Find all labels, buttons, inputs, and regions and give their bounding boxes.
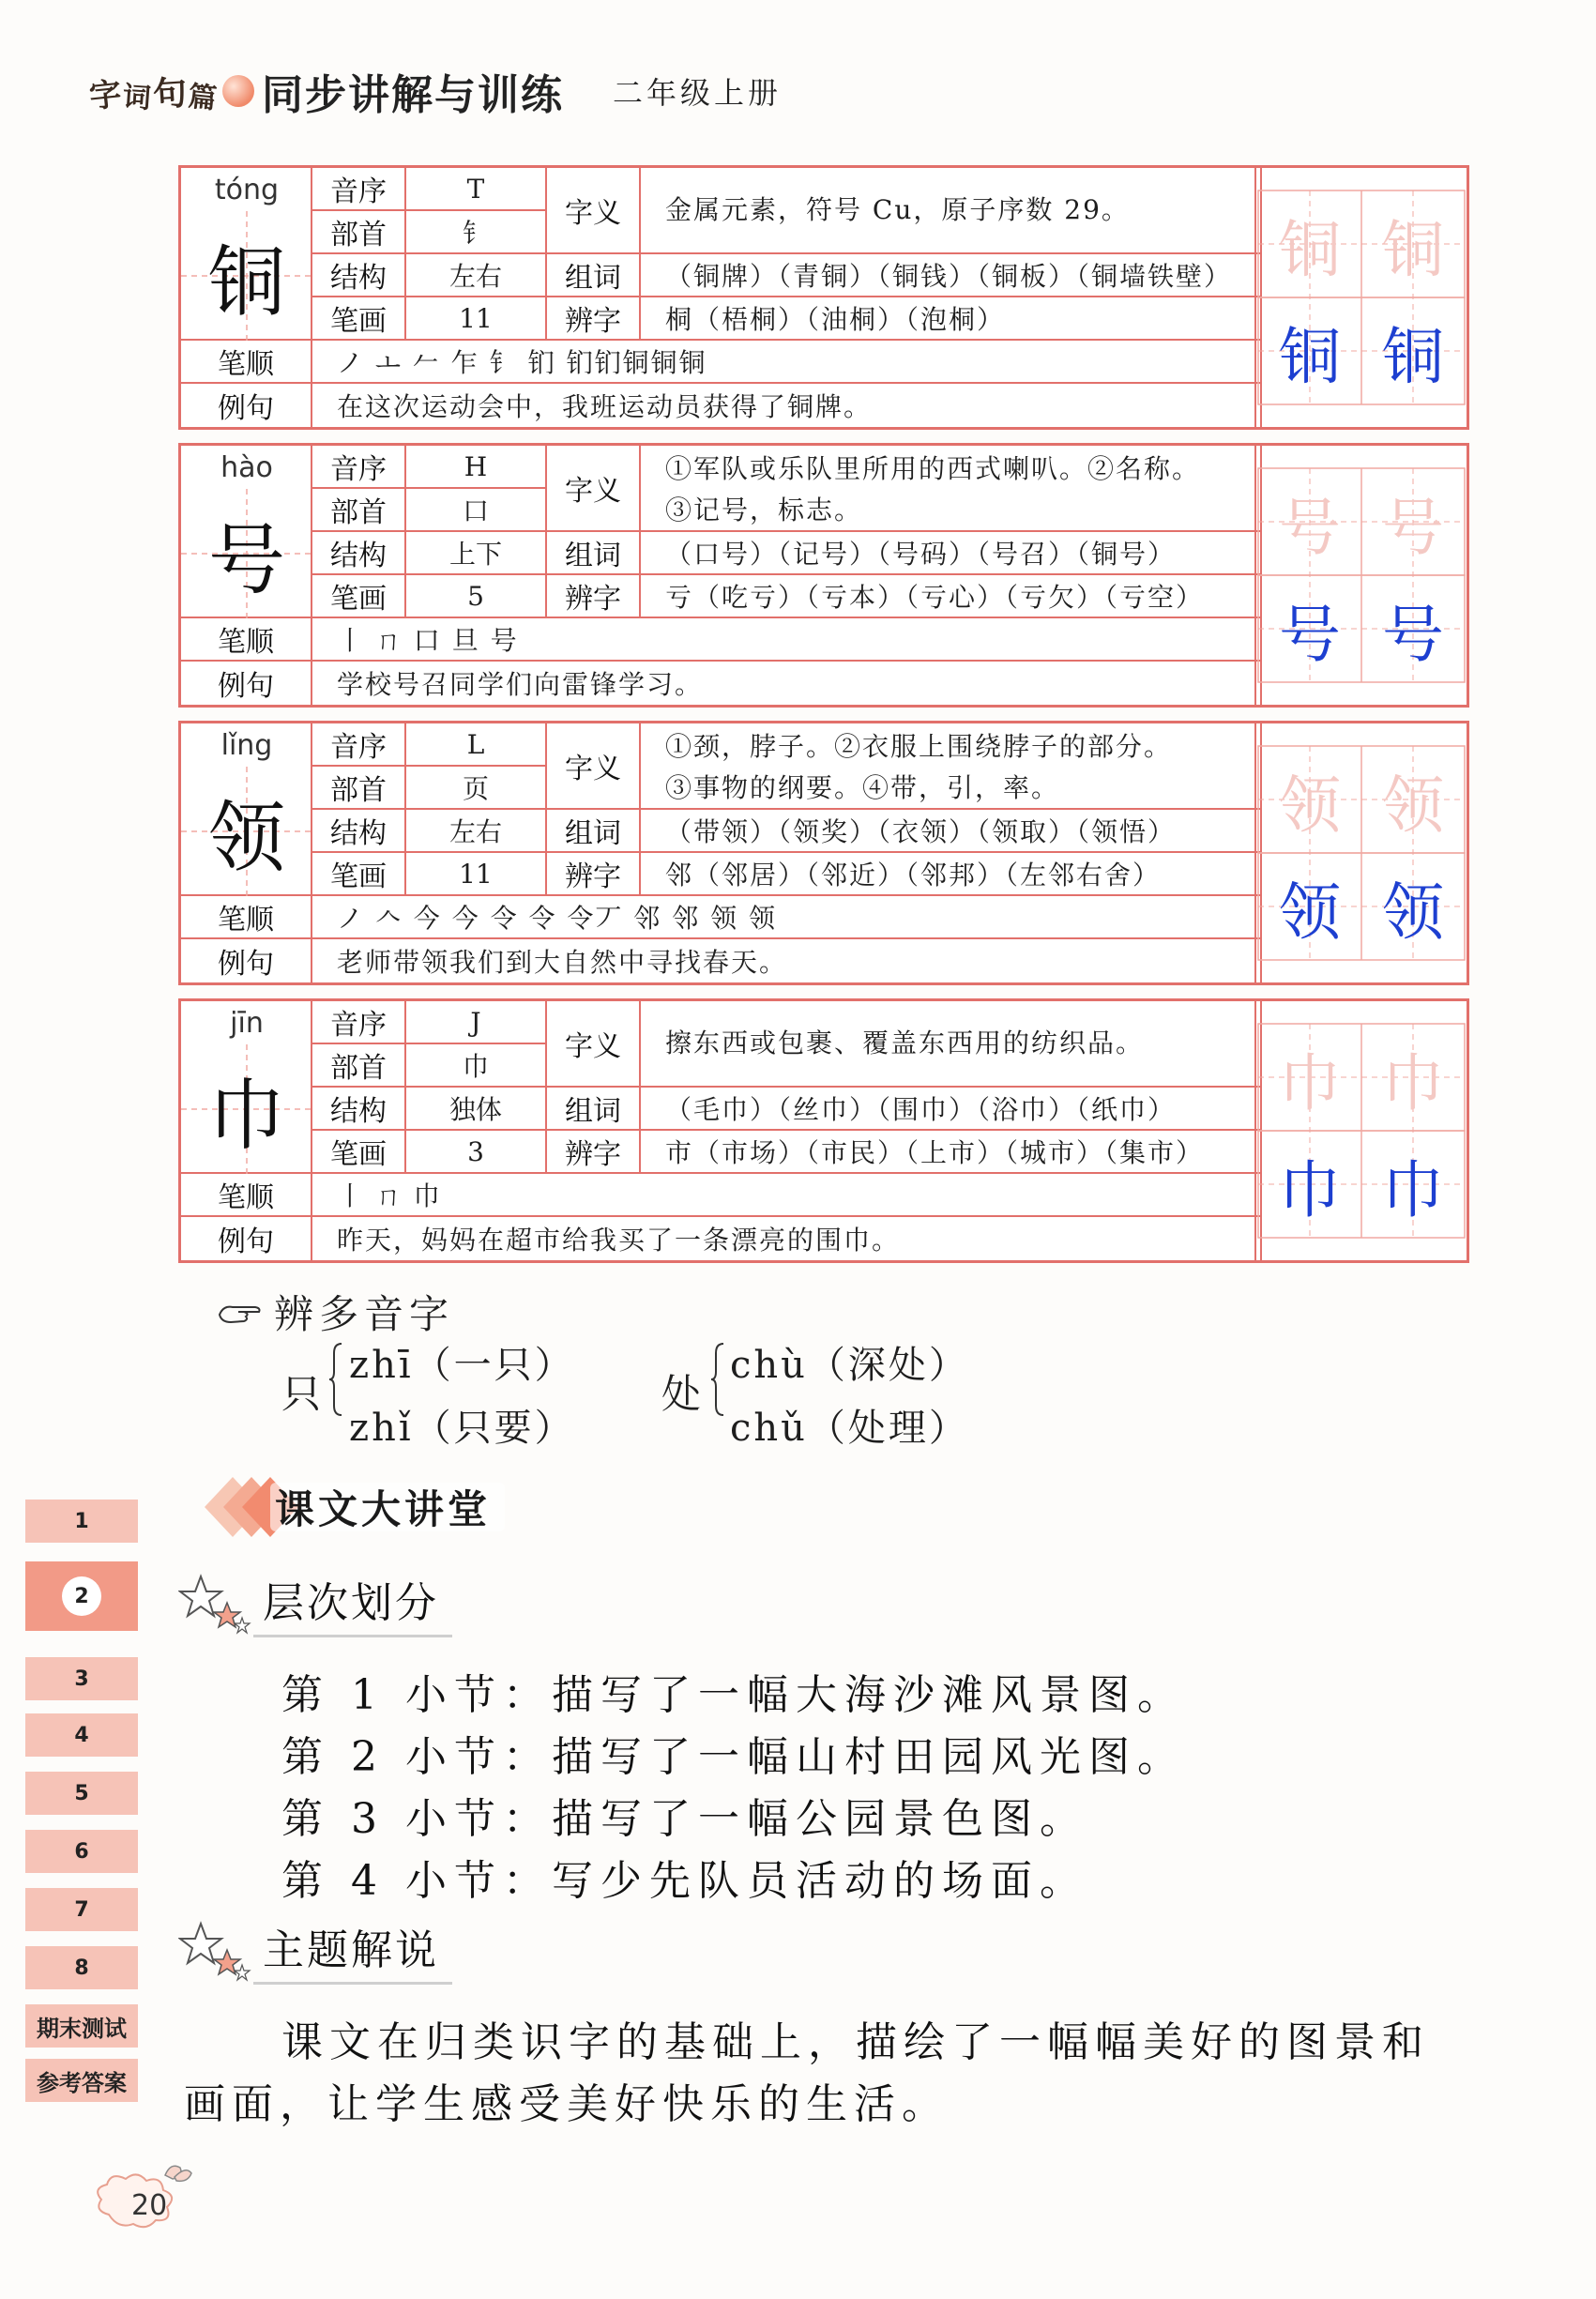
value-words: （带领）（领奖）（衣领）（领取）（领悟） bbox=[641, 810, 1262, 853]
label-structure: 结构 bbox=[312, 532, 406, 575]
char-info-grid bbox=[181, 723, 1262, 982]
value-radical: 页 bbox=[406, 767, 547, 810]
char-card-号 bbox=[178, 443, 1469, 708]
polyphone-heading bbox=[218, 1284, 454, 1340]
label-radical: 部首 bbox=[312, 1044, 406, 1088]
char-pinyin: jīn bbox=[230, 1006, 264, 1040]
char-card-巾 bbox=[178, 998, 1469, 1263]
label-strokes: 笔画 bbox=[312, 853, 406, 896]
decorative-dot-icon bbox=[222, 75, 254, 107]
label-example: 例句 bbox=[181, 662, 312, 705]
char-info-grid bbox=[181, 446, 1262, 705]
series-tag-char: 词 bbox=[121, 80, 152, 115]
label-sound-order: 音序 bbox=[312, 1001, 406, 1044]
chapter-tab-label: 期末测试 bbox=[37, 2015, 127, 2042]
value-structure: 左右 bbox=[406, 810, 547, 853]
model-char: 铜 bbox=[1382, 320, 1444, 393]
series-tag-char: 篇 bbox=[186, 80, 219, 115]
label-words: 组词 bbox=[547, 810, 641, 853]
value-stroke-order: 丨 ㄇ 口 旦 号 bbox=[312, 618, 1262, 662]
trace-char: 号 bbox=[1279, 491, 1341, 564]
value-structure: 独体 bbox=[406, 1088, 547, 1131]
char-card-铜 bbox=[178, 165, 1469, 430]
meaning-line: 金属元素，符号 Cu，原子序数 29。 bbox=[665, 194, 1130, 225]
chapter-tab-1[interactable] bbox=[25, 1500, 138, 1543]
series-tag-char: 字 bbox=[87, 74, 124, 116]
model-char: 巾 bbox=[1279, 1153, 1341, 1226]
label-sound-order: 音序 bbox=[312, 168, 406, 211]
page-number: 20 bbox=[131, 2189, 168, 2222]
char-pinyin: tóng bbox=[214, 173, 280, 206]
char-glyph: 巾 bbox=[207, 1071, 285, 1161]
chapter-tab-参考答案[interactable] bbox=[25, 2059, 138, 2102]
model-char: 号 bbox=[1382, 598, 1444, 671]
level-line: 第 3 小节：描写了一幅公园景色图。 bbox=[281, 1795, 1088, 1843]
trace-char: 铜 bbox=[1382, 213, 1444, 286]
label-sound-order: 音序 bbox=[312, 723, 406, 767]
brace-icon bbox=[710, 1342, 725, 1417]
polyphone-char: 处 bbox=[661, 1371, 702, 1417]
trace-char: 领 bbox=[1279, 769, 1341, 842]
meaning-line: ③事物的纲要。④带，引，率。 bbox=[665, 772, 1060, 803]
value-words: （毛巾）（丝巾）（围巾）（浴巾）（纸巾） bbox=[641, 1088, 1262, 1131]
polyphone-reading: zhǐ（只要） bbox=[349, 1407, 575, 1450]
char-info-grid bbox=[181, 168, 1262, 427]
label-radical: 部首 bbox=[312, 211, 406, 254]
value-sound-order: T bbox=[406, 168, 547, 211]
char-card-领 bbox=[178, 721, 1469, 985]
chapter-tab-2[interactable] bbox=[25, 1561, 138, 1631]
chapter-tab-7[interactable] bbox=[25, 1888, 138, 1931]
label-example: 例句 bbox=[181, 384, 312, 427]
chapter-tab-8[interactable] bbox=[25, 1946, 138, 1989]
chapter-tab-label: 8 bbox=[74, 1956, 89, 1980]
label-words: 组词 bbox=[547, 532, 641, 575]
chapter-tab-label: 6 bbox=[74, 1839, 89, 1864]
polyphone-char: 只 bbox=[281, 1371, 322, 1417]
model-char: 领 bbox=[1382, 875, 1444, 949]
model-char: 巾 bbox=[1382, 1153, 1444, 1226]
section-banner bbox=[176, 1471, 514, 1543]
theme-heading bbox=[178, 1916, 452, 1985]
chapter-tab-4[interactable] bbox=[25, 1713, 138, 1757]
value-stroke-order: ノ ㅗ 𠂉 乍 钅 钔 钔钔铜铜铜 bbox=[312, 341, 1262, 384]
value-distinguish: 邻（邻居）（邻近）（邻邦）（左邻右舍） bbox=[641, 853, 1262, 896]
value-meaning bbox=[641, 1001, 1262, 1088]
label-stroke-order: 笔顺 bbox=[181, 618, 312, 662]
value-sound-order: H bbox=[406, 446, 547, 489]
label-stroke-order: 笔顺 bbox=[181, 341, 312, 384]
brace-icon bbox=[328, 1342, 343, 1417]
label-words: 组词 bbox=[547, 1088, 641, 1131]
meaning-line: ①颈，脖子。②衣服上围绕脖子的部分。 bbox=[665, 731, 1173, 762]
label-distinguish: 辨字 bbox=[547, 1131, 641, 1174]
value-strokes: 11 bbox=[406, 853, 547, 896]
label-distinguish: 辨字 bbox=[547, 575, 641, 618]
char-glyph: 领 bbox=[207, 793, 285, 883]
level-line: 第 2 小节：描写了一幅山村田园风光图。 bbox=[281, 1733, 1186, 1781]
label-strokes: 笔画 bbox=[312, 1131, 406, 1174]
chapter-tab-label: 5 bbox=[74, 1781, 89, 1805]
meaning-line: ③记号，标志。 bbox=[665, 495, 863, 525]
value-stroke-order: ノ 𠆢 今 今 令 令 令丆 邻 邻 领 领 bbox=[312, 896, 1262, 939]
label-distinguish: 辨字 bbox=[547, 297, 641, 341]
chapter-tab-label: 4 bbox=[74, 1723, 89, 1747]
label-stroke-order: 笔顺 bbox=[181, 896, 312, 939]
model-char: 领 bbox=[1279, 875, 1341, 949]
value-example: 老师带领我们到大自然中寻找春天。 bbox=[312, 939, 1262, 982]
trace-char: 领 bbox=[1382, 769, 1444, 842]
label-radical: 部首 bbox=[312, 767, 406, 810]
polyphone-title: 辨多音字 bbox=[274, 1291, 455, 1337]
writing-practice-grid bbox=[1254, 1001, 1467, 1260]
label-example: 例句 bbox=[181, 1217, 312, 1260]
polyphone-reading: chǔ（处理） bbox=[730, 1407, 969, 1450]
page-header bbox=[89, 58, 782, 124]
value-radical: 巾 bbox=[406, 1044, 547, 1088]
meaning-line: 擦东西或包裹、覆盖东西用的纺织品。 bbox=[665, 1028, 1145, 1058]
label-radical: 部首 bbox=[312, 489, 406, 532]
polyphone-reading: chù（深处） bbox=[730, 1344, 969, 1387]
value-distinguish: 亏（吃亏）（亏本）（亏心）（亏欠）（亏空） bbox=[641, 575, 1262, 618]
theme-text: 课文在归类识字的基础上，描绘了一幅幅美好的图景和 bbox=[281, 2018, 1430, 2066]
value-meaning bbox=[641, 723, 1262, 810]
value-strokes: 11 bbox=[406, 297, 547, 341]
writing-practice-grid bbox=[1254, 446, 1467, 705]
label-example: 例句 bbox=[181, 939, 312, 982]
value-strokes: 5 bbox=[406, 575, 547, 618]
label-strokes: 笔画 bbox=[312, 575, 406, 618]
pointing-hand-icon bbox=[218, 1298, 265, 1326]
chapter-tab-label: 1 bbox=[74, 1509, 89, 1533]
trace-char: 巾 bbox=[1279, 1046, 1341, 1119]
char-pinyin: lǐng bbox=[220, 728, 273, 762]
value-distinguish: 桐（梧桐）（油桐）（泡桐） bbox=[641, 297, 1262, 341]
value-sound-order: L bbox=[406, 723, 547, 767]
value-stroke-order: 丨 ㄇ 巾 bbox=[312, 1174, 1262, 1217]
writing-practice-grid bbox=[1254, 723, 1467, 982]
stars-icon bbox=[178, 1571, 253, 1637]
char-glyph: 铜 bbox=[207, 237, 285, 327]
char-glyph: 号 bbox=[207, 515, 285, 605]
section-banner-title: 课文大讲堂 bbox=[275, 1486, 492, 1532]
chapter-tab-label: 7 bbox=[74, 1897, 89, 1922]
label-words: 组词 bbox=[547, 254, 641, 297]
chapter-tab-3[interactable] bbox=[25, 1657, 138, 1700]
value-meaning bbox=[641, 446, 1262, 532]
char-pinyin: hào bbox=[220, 450, 273, 484]
value-example: 昨天，妈妈在超市给我买了一条漂亮的围巾。 bbox=[312, 1217, 1262, 1260]
trace-char: 铜 bbox=[1279, 213, 1341, 286]
series-tag bbox=[89, 68, 217, 115]
level-line: 第 4 小节：写少先队员活动的场面。 bbox=[281, 1857, 1088, 1905]
polyphone-reading: zhī（一只） bbox=[349, 1344, 575, 1387]
chapter-tab-期末测试[interactable] bbox=[25, 2004, 138, 2048]
label-structure: 结构 bbox=[312, 1088, 406, 1131]
char-info-grid bbox=[181, 1001, 1262, 1260]
value-words: （口号）（记号）（号码）（号召）（铜号） bbox=[641, 532, 1262, 575]
value-radical: 钅 bbox=[406, 211, 547, 254]
model-char: 铜 bbox=[1279, 320, 1341, 393]
levels-heading bbox=[178, 1569, 452, 1637]
value-radical: 口 bbox=[406, 489, 547, 532]
label-meaning: 字义 bbox=[547, 446, 641, 532]
chapter-tab-6[interactable] bbox=[25, 1830, 138, 1873]
book-grade: 二年级上册 bbox=[613, 75, 783, 111]
stars-icon bbox=[178, 1918, 253, 1984]
writing-practice-grid bbox=[1254, 168, 1467, 427]
label-distinguish: 辨字 bbox=[547, 853, 641, 896]
level-line: 第 1 小节：描写了一幅大海沙滩风景图。 bbox=[281, 1671, 1186, 1719]
value-structure: 左右 bbox=[406, 254, 547, 297]
value-distinguish: 市（市场）（市民）（上市）（城市）（集市） bbox=[641, 1131, 1262, 1174]
value-example: 学校号召同学们向雷锋学习。 bbox=[312, 662, 1262, 705]
theme-title: 主题解说 bbox=[253, 1916, 452, 1985]
levels-title: 层次划分 bbox=[253, 1569, 452, 1637]
value-meaning bbox=[641, 168, 1262, 254]
label-meaning: 字义 bbox=[547, 168, 641, 254]
value-structure: 上下 bbox=[406, 532, 547, 575]
chapter-tab-label: 参考答案 bbox=[37, 2069, 127, 2096]
value-example: 在这次运动会中，我班运动员获得了铜牌。 bbox=[312, 384, 1262, 427]
book-title: 同步讲解与训练 bbox=[262, 71, 565, 119]
model-char: 号 bbox=[1279, 598, 1341, 671]
value-strokes: 3 bbox=[406, 1131, 547, 1174]
label-meaning: 字义 bbox=[547, 1001, 641, 1088]
value-words: （铜牌）（青铜）（铜钱）（铜板）（铜墙铁壁） bbox=[641, 254, 1262, 297]
chapter-tab-label: 2 bbox=[62, 1576, 101, 1616]
label-meaning: 字义 bbox=[547, 723, 641, 810]
value-sound-order: J bbox=[406, 1001, 547, 1044]
meaning-line: ①军队或乐队里所用的西式喇叭。②名称。 bbox=[665, 453, 1201, 484]
label-structure: 结构 bbox=[312, 810, 406, 853]
trace-char: 号 bbox=[1382, 491, 1444, 564]
label-sound-order: 音序 bbox=[312, 446, 406, 489]
label-strokes: 笔画 bbox=[312, 297, 406, 341]
chapter-tab-label: 3 bbox=[74, 1667, 89, 1691]
label-stroke-order: 笔顺 bbox=[181, 1174, 312, 1217]
label-structure: 结构 bbox=[312, 254, 406, 297]
theme-text: 画面，让学生感受美好快乐的生活。 bbox=[184, 2080, 950, 2128]
chapter-tab-5[interactable] bbox=[25, 1772, 138, 1815]
trace-char: 巾 bbox=[1382, 1046, 1444, 1119]
series-tag-char: 句 bbox=[151, 73, 189, 114]
